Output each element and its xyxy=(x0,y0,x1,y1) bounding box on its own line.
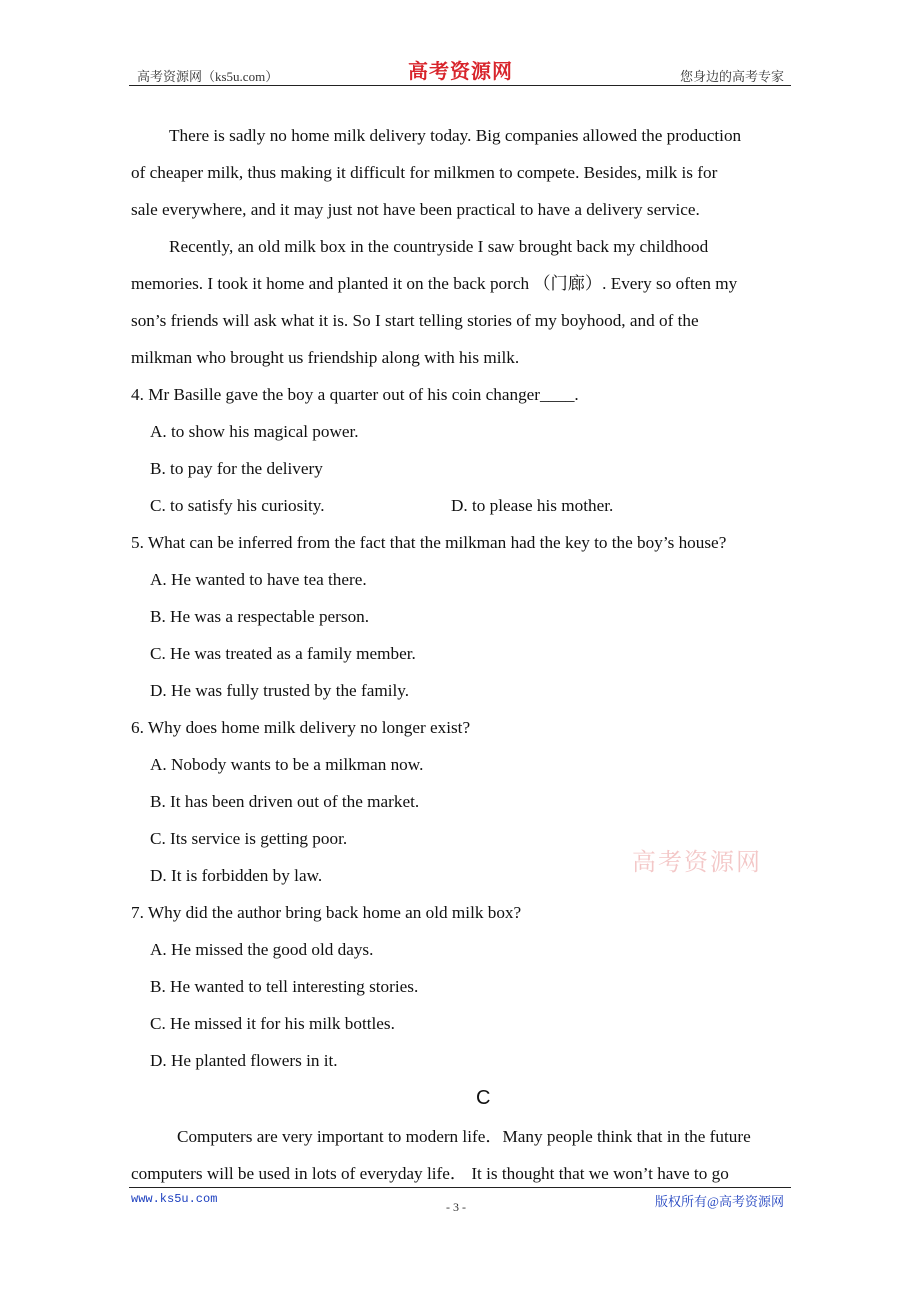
passage-line: There is sadly no home milk delivery today. Big companies allowed the production xyxy=(169,126,742,145)
answer-option: B. It has been driven out of the market. xyxy=(150,792,420,811)
header-slogan: 您身边的高考专家 xyxy=(679,69,784,84)
header-rule xyxy=(129,85,791,86)
answer-option: C. He was treated as a family member. xyxy=(150,644,416,663)
answer-option: D. It is forbidden by law. xyxy=(150,866,323,885)
passage-line: milkman who brought us friendship along with his milk. xyxy=(131,348,520,367)
question-stem: 5. What can be inferred from the fact that the milkman had the key to the boy’s house? xyxy=(131,533,727,552)
passage-line: memories. I took it home and planted it on the back porch （门廊）. Every so often my xyxy=(131,274,738,293)
question-stem: 7. Why did the author bring back home an old milk box? xyxy=(131,903,522,922)
answer-option: D. He was fully trusted by the family. xyxy=(150,681,410,700)
question-stem: 6. Why does home milk delivery no longer exist? xyxy=(131,718,471,737)
footer-copyright: 版权所有@高考资源网 xyxy=(655,1194,784,1209)
answer-option: D. He planted flowers in it. xyxy=(150,1051,338,1070)
header-logo: 高考资源网 xyxy=(408,61,513,83)
passage-line: son’s friends will ask what it is. So I start telling stories of my boyhood, and of the xyxy=(131,311,699,330)
answer-option: C. Its service is getting poor. xyxy=(150,829,348,848)
section-title: C xyxy=(476,1087,491,1109)
answer-option: A. He missed the good old days. xyxy=(150,940,374,959)
answer-option: B. He was a respectable person. xyxy=(150,607,370,626)
answer-option: C. He missed it for his milk bottles. xyxy=(150,1014,395,1033)
passage-line: Recently, an old milk box in the countryside I saw brought back my childhood xyxy=(169,237,709,256)
answer-option: C. to satisfy his curiosity. xyxy=(150,496,325,515)
passage-line: computers will be used in lots of everyday life． It is thought that we won’t have to go xyxy=(131,1164,729,1183)
passage-line: of cheaper milk, thus making it difficult for milkmen to compete. Besides, milk is for xyxy=(131,163,718,182)
answer-option: B. to pay for the delivery xyxy=(150,459,323,478)
footer-rule xyxy=(129,1187,791,1188)
page-number: - 3 - xyxy=(446,1200,466,1214)
passage-line: Computers are very important to modern life．Many people think that in the future xyxy=(177,1127,751,1146)
passage-line: sale everywhere, and it may just not have been practical to have a delivery service. xyxy=(131,200,700,219)
answer-option: D. to please his mother. xyxy=(451,496,614,515)
header-site-name: 高考资源网（ks5u.com） xyxy=(137,69,279,84)
answer-option: B. He wanted to tell interesting stories. xyxy=(150,977,419,996)
answer-option: A. He wanted to have tea there. xyxy=(150,570,367,589)
answer-option: A. to show his magical power. xyxy=(150,422,359,441)
question-stem: 4. Mr Basille gave the boy a quarter out of his coin changer____. xyxy=(131,385,579,404)
answer-option: A. Nobody wants to be a milkman now. xyxy=(150,755,424,774)
footer-link[interactable]: www.ks5u.com xyxy=(131,1192,218,1206)
watermark: 高考资源网 xyxy=(632,848,762,876)
